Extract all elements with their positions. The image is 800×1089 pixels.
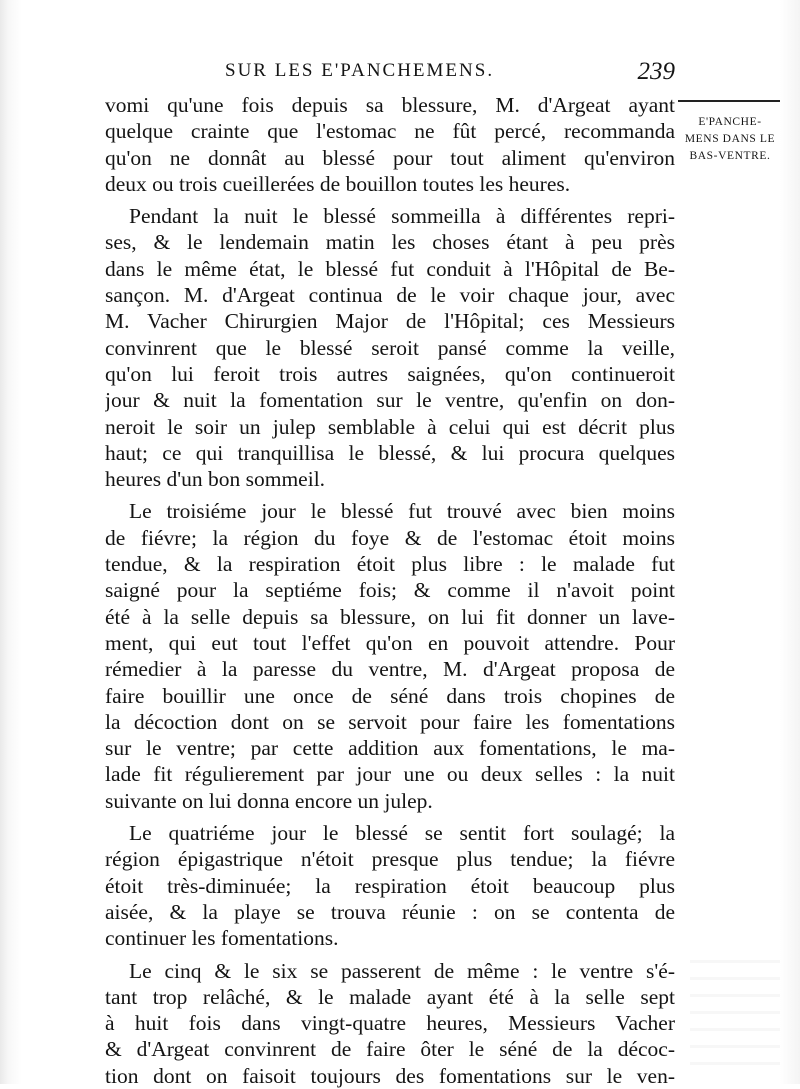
text-line: jour & nuit la fomentation sur le ventre, qu'enfin on don-: [105, 388, 675, 413]
text-line: suivante on lui donna encore un julep.: [105, 788, 433, 813]
text-line: heures d'un bon sommeil.: [105, 467, 326, 492]
body-text: [105, 92, 675, 1089]
text-line: Le cinq & le six se passerent de même : le ventre s'é-: [129, 958, 675, 983]
marginal-note-line: MENS DANS LE: [684, 133, 776, 145]
marginal-note-line: E'PANCHE-: [698, 116, 762, 128]
marginal-note: [678, 114, 782, 165]
text-line: de fiévre; la région du foye & de l'estomac étoit moins: [105, 525, 675, 550]
text-line: tant trop relâché, & le malade ayant été à la selle sept: [105, 984, 675, 1009]
paragraph: [105, 92, 675, 197]
margin-rule: [678, 100, 780, 102]
page-header: [105, 58, 675, 90]
text-line: région épigastrique n'étoit presque plus tendue; la fiévre: [105, 847, 675, 872]
text-line: tion dont on faisoit toujours des fomentations sur le ven-: [105, 1063, 675, 1088]
text-line: sançon. M. d'Argeat continua de le voir chaque jour, avec: [105, 283, 675, 308]
paragraph: [105, 498, 675, 814]
text-line: deux ou trois cueillerées de bouillon toutes les heures.: [105, 171, 571, 196]
text-line: rémedier à la paresse du ventre, M. d'Argeat proposa de: [105, 657, 675, 682]
text-line: quelque crainte que l'estomac ne fût percé, recommanda: [105, 119, 675, 144]
page-number: 239: [637, 58, 675, 85]
text-line: continuer les fomentations.: [105, 926, 339, 951]
marginal-note-line: BAS-VENTRE.: [689, 150, 771, 162]
text-line: ses, & le lendemain matin les choses étant à peu près: [105, 230, 675, 255]
text-line: à huit fois dans vingt-quatre heures, Messieurs Vacher: [105, 1011, 675, 1036]
text-line: convinrent que le blessé seroit pansé comme la veille,: [105, 335, 675, 360]
text-line: ment, qui eut tout l'effet qu'on en pouvoit attendre. Pour: [105, 630, 675, 655]
text-line: la décoction dont on se servoit pour faire les fomentations: [105, 709, 675, 734]
text-line: M. Vacher Chirurgien Major de l'Hôpital; ces Messieurs: [105, 309, 675, 334]
text-line: lade fit régulierement par jour une ou deux selles : la nuit: [105, 762, 675, 787]
text-line: saigné pour la septiéme fois; & comme il n'avoit point: [105, 578, 675, 603]
text-line: été à la selle depuis sa blessure, on lui fit donner un lave-: [105, 604, 675, 629]
text-line: haut; ce qui tranquillisa le blessé, & lui procura quelques: [105, 440, 675, 465]
text-line: & d'Argeat convinrent de faire ôter le séné de la décoc-: [105, 1037, 675, 1062]
text-line: sur le ventre; par cette addition aux fomentations, le ma-: [105, 736, 675, 761]
text-line: neroit le soir un julep semblable à celui qui est décrit plus: [105, 414, 675, 439]
text-line: Pendant la nuit le blessé sommeilla à différentes repri-: [129, 204, 675, 229]
text-line: Le quatriéme jour le blessé se sentit fort soulagé; la: [129, 821, 675, 846]
text-line: étoit très-diminuée; la respiration étoit beaucoup plus: [105, 873, 675, 898]
bleed-through-shadow: [690, 960, 780, 1070]
running-title: SUR LES E'PANCHEMENS.: [225, 60, 495, 81]
text-line: tendue, & la respiration étoit plus libre : le malade fut: [105, 552, 675, 577]
paragraph: [105, 820, 675, 951]
text-line: dans le même état, le blessé fut conduit à l'Hôpital de Be-: [105, 256, 675, 281]
text-line: vomi qu'une fois depuis sa blessure, M. d'Argeat ayant: [105, 93, 675, 117]
paragraph: [105, 958, 675, 1089]
text-line: Le troisiéme jour le blessé fut trouvé avec bien moins: [129, 499, 675, 524]
text-line: qu'on ne donnât au blessé pour tout aliment qu'environ: [105, 145, 675, 170]
paragraph: [105, 203, 675, 492]
text-line: qu'on lui feroit trois autres saignées, qu'on continueroit: [105, 361, 675, 386]
text-line: faire bouillir une once de séné dans trois chopines de: [105, 683, 675, 708]
text-line: aisée, & la playe se trouva réunie : on se contenta de: [105, 899, 675, 924]
